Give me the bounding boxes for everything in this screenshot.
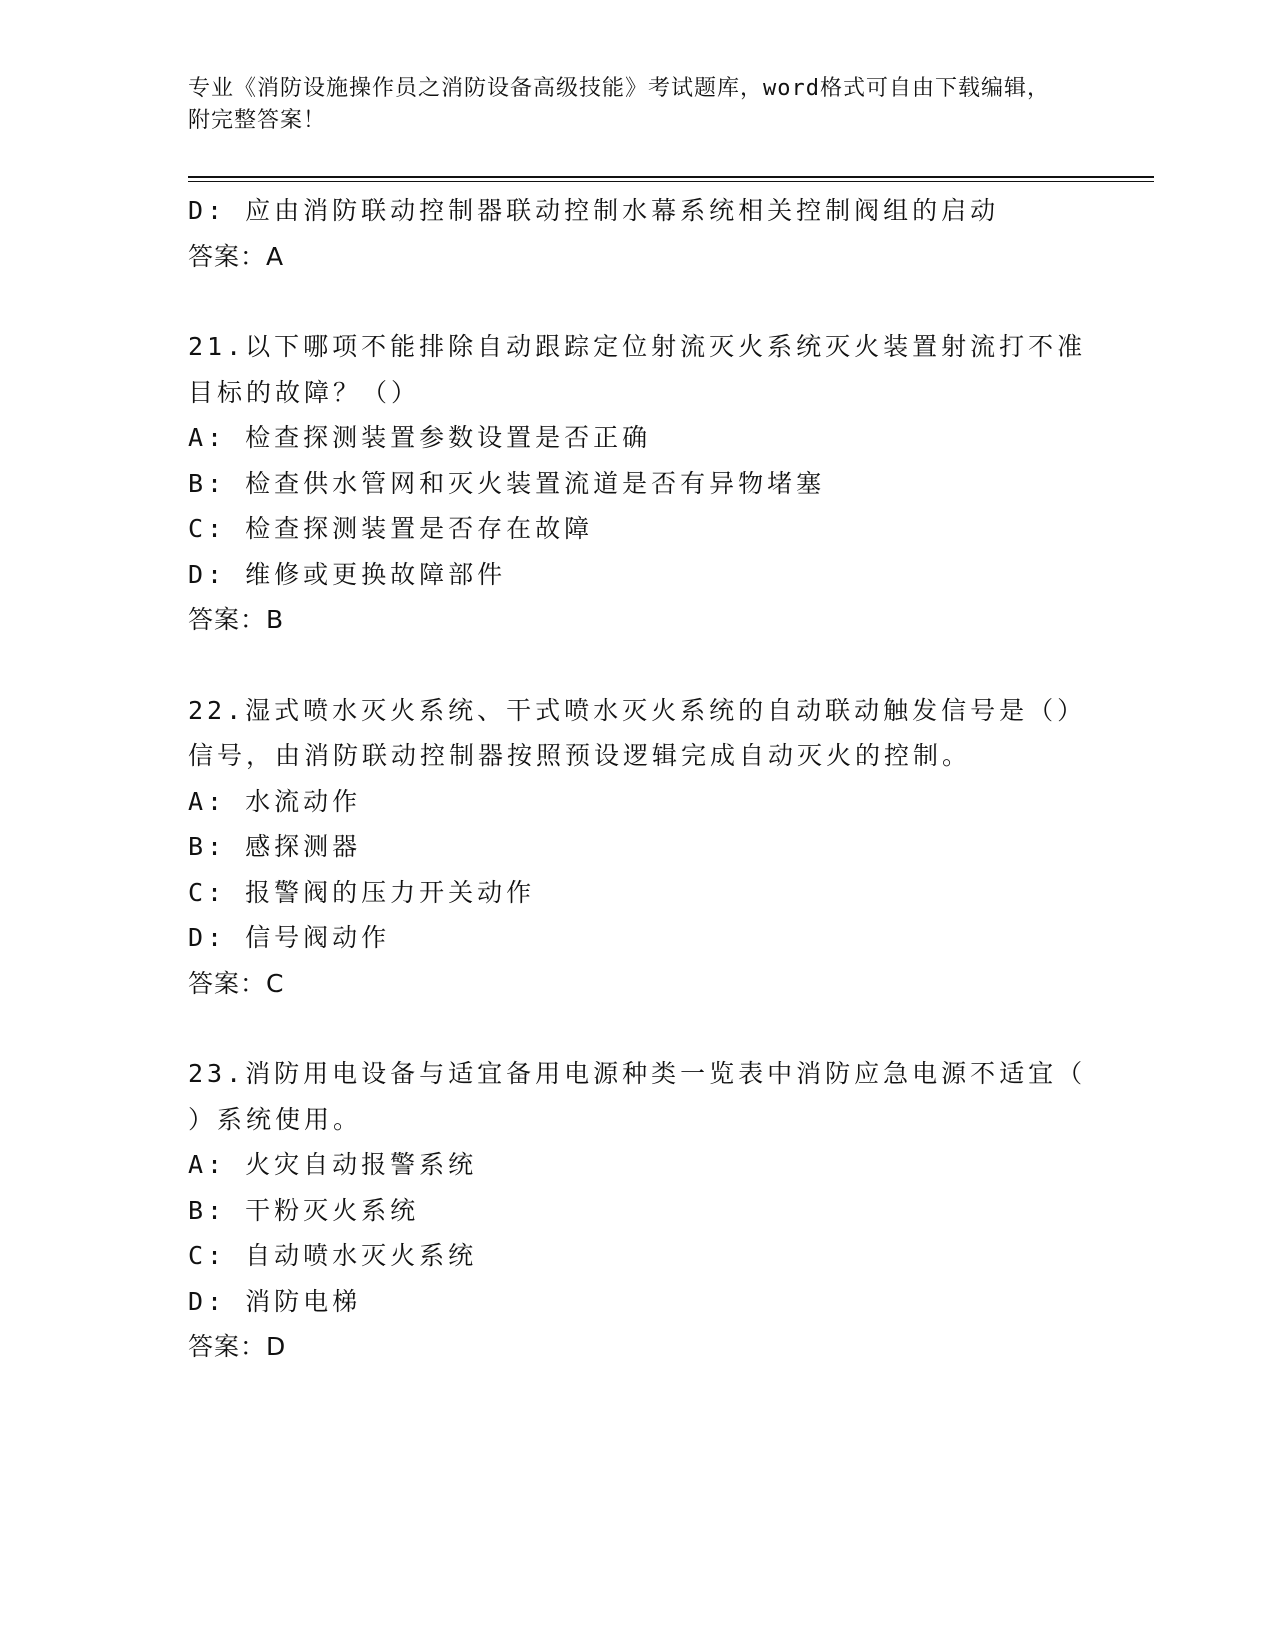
spacer bbox=[188, 1006, 1088, 1051]
question-stem: 23.消防用电设备与适宜备用电源种类一览表中消防应急电源不适宜（ bbox=[188, 1059, 1087, 1088]
question-stem: 22.湿式喷水灭火系统、干式喷水灭火系统的自动联动触发信号是（） bbox=[188, 695, 1087, 725]
question-22 bbox=[188, 688, 1088, 1007]
document-header: 专业《消防设施操作员之消防设备高级技能》考试题库，word格式可自由下载编辑，附完整答案！ bbox=[188, 76, 1050, 133]
option-d: D: 消防电梯 bbox=[188, 1286, 362, 1316]
option-d: D: 维修或更换故障部件 bbox=[188, 559, 507, 589]
answer-line: 答案：B bbox=[188, 605, 285, 634]
option-c: C: 自动喷水灭火系统 bbox=[188, 1241, 478, 1270]
question-stem: 21.以下哪项不能排除自动跟踪定位射流灭火系统灭火装置射流打不准 bbox=[188, 332, 1087, 361]
continued-question bbox=[188, 188, 1088, 279]
answer-line: 答案：D bbox=[188, 1332, 287, 1361]
answer-line: 答案：A bbox=[188, 241, 285, 271]
header-divider-thick bbox=[188, 176, 1154, 178]
answer-line: 答案：C bbox=[188, 968, 285, 998]
option-d: D: 信号阀动作 bbox=[188, 923, 391, 952]
question-stem-continuation: 目标的故障？（） bbox=[188, 377, 421, 407]
question-content bbox=[188, 188, 1088, 1370]
option-a: A: 水流动作 bbox=[188, 786, 362, 816]
spacer bbox=[188, 643, 1088, 688]
option-c: C: 报警阀的压力开关动作 bbox=[188, 877, 536, 907]
option-a: A: 检查探测装置参数设置是否正确 bbox=[188, 423, 652, 452]
option-b: B: 感探测器 bbox=[188, 832, 362, 861]
spacer bbox=[188, 279, 1088, 324]
option-a: A: 火灾自动报警系统 bbox=[188, 1150, 478, 1179]
option-d: D: 应由消防联动控制器联动控制水幕系统相关控制阀组的启动 bbox=[188, 196, 1000, 225]
option-b: B: 干粉灭火系统 bbox=[188, 1195, 420, 1225]
question-stem-continuation: 信号，由消防联动控制器按照预设逻辑完成自动灭火的控制。 bbox=[188, 741, 972, 770]
option-c: C: 检查探测装置是否存在故障 bbox=[188, 514, 594, 543]
question-23 bbox=[188, 1051, 1088, 1370]
header-divider-thin bbox=[188, 181, 1154, 182]
option-b: B: 检查供水管网和灭火装置流道是否有异物堵塞 bbox=[188, 468, 826, 498]
question-stem-continuation: ）系统使用。 bbox=[188, 1104, 363, 1134]
question-21 bbox=[188, 324, 1088, 643]
